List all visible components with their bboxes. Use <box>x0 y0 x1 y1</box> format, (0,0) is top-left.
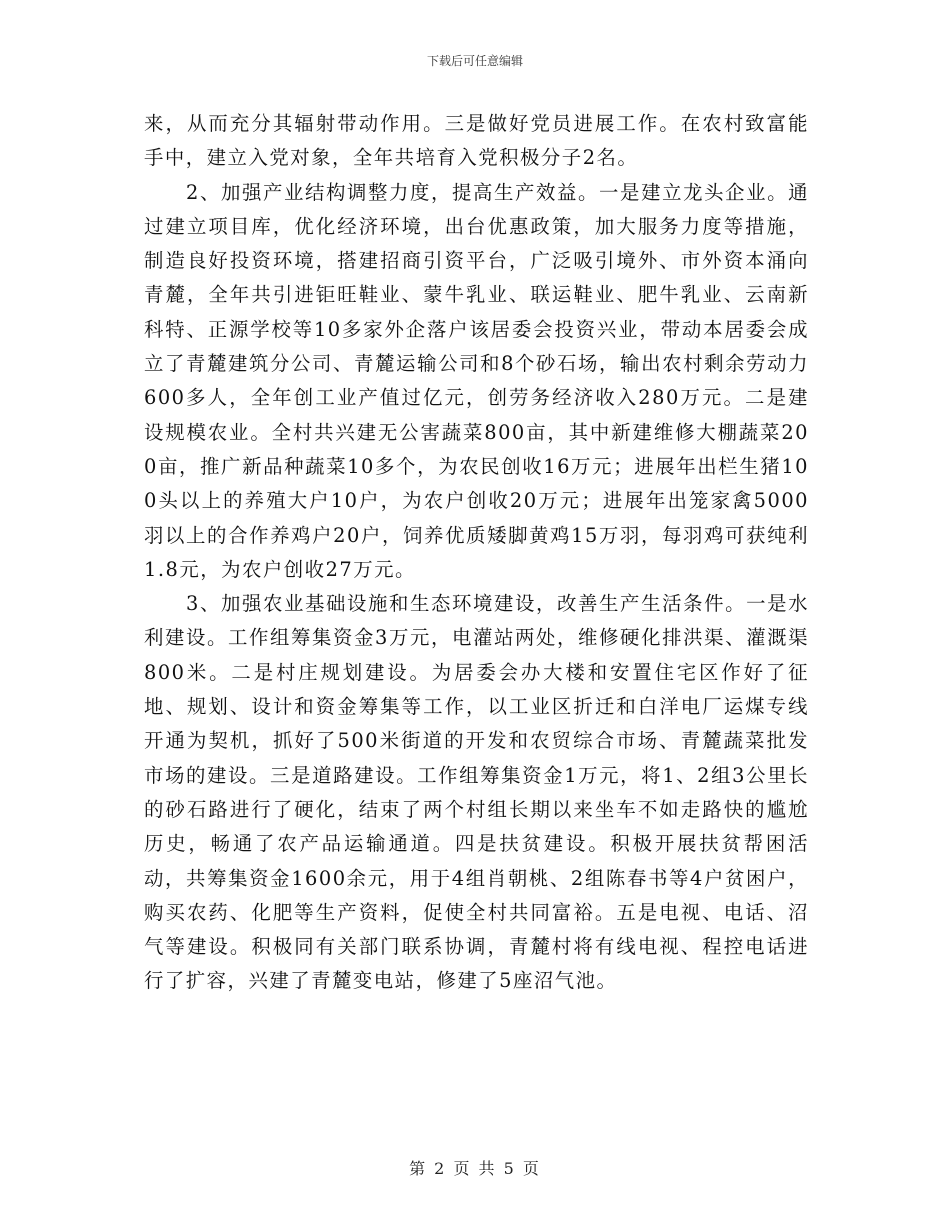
page-header: 下载后可任意编辑 <box>426 54 523 68</box>
page-number: 第 2 页 共 5 页 <box>409 1159 541 1178</box>
document-body <box>144 107 809 999</box>
paragraph-infrastructure: 3、加强农业基础设施和生态环境建设，改善生产生活条件。一是水利建设。工作组筹集资金3万元，电灌站两处，维修硬化排洪渠、灌溉渠800米。二是村庄规划建设。为居委会办大楼和安置住宅区作好了征地、规划、设计和资金筹集等工作，以工业区折迁和白洋电厂运煤专线开通为契机，抓好了500米街道的开发和农贸综合市场、青麓蔬菜批发市场的建设。三是道路建设。工作组筹集资金1万元，将1、2组3公里长的砂石路进行了硬化，结束了两个村组长期以来坐车不如走路快的尴尬历史，畅通了农产品运输通道。四是扶贫建设。积极开展扶贫帮困活动，共筹集资金1600余元，用于4组肖朝桃、2组陈春书等4户贫困户，购买农药、化肥等生产资料，促使全村共同富裕。五是电视、电话、沼气等建设。积极同有关部门联系协调，青麓村将有线电视、程控电话进行了扩容，兴建了青麓变电站，修建了5座沼气池。 <box>144 592 809 993</box>
paragraph-industry-structure: 2、加强产业结构调整力度，提高生产效益。一是建立龙头企业。通过建立项目库，优化经济环境，出台优惠政策，加大服务力度等措施，制造良好投资环境，搭建招商引资平台，广泛吸引境外、市外资本涌向青麓，全年共引进钜旺鞋业、蒙牛乳业、联运鞋业、肥牛乳业、云南新科特、正源学校等10多家外企落户该居委会投资兴业，带动本居委会成立了青麓建筑分公司、青麓运输公司和8个砂石场，输出农村剩余劳动力600多人，全年创工业产值过亿元，创劳务经济收入280万元。二是建设规模农业。全村共兴建无公害蔬菜800亩，其中新建维修大棚蔬菜200亩，推广新品种蔬菜10多个，为农民创收16万元；进展年出栏生猪100头以上的养殖大户10户，为农户创收20万元；进展年出笼家禽5000羽以上的合作养鸡户20户，饲养优质矮脚黄鸡15万羽，每羽鸡可获纯利1.8元，为农户创收27万元。 <box>144 180 809 581</box>
paragraph-continued: 来，从而充分其辐射带动作用。三是做好党员进展工作。在农村致富能手中，建立入党对象，全年共培育入党积极分子2名。 <box>144 112 809 170</box>
